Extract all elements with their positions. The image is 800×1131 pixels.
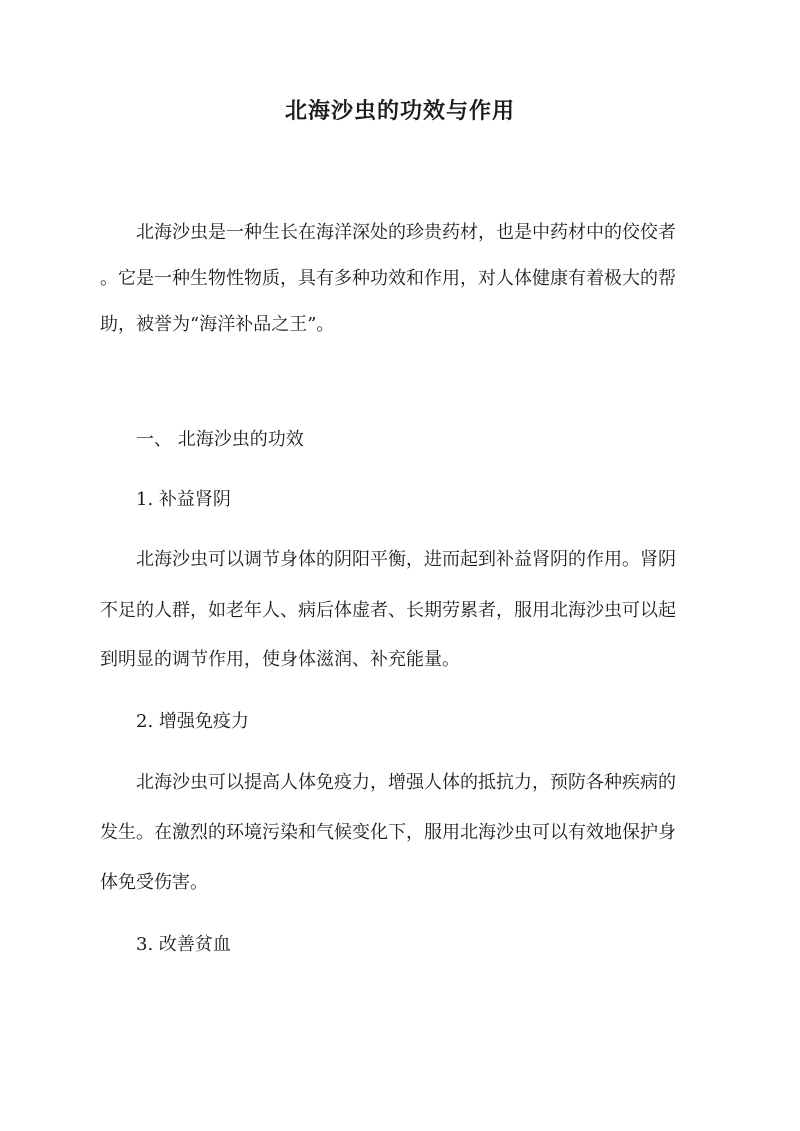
item-heading-2: 2. 增强免疫力 xyxy=(136,711,249,732)
item2-line-1: 北海沙虫可以提高人体免疫力，增强人体的抵抗力，预防各种疾病的 xyxy=(136,772,676,793)
item1-line-2: 不足的人群，如老年人、病后体虚者、长期劳累者，服用北海沙虫可以起 xyxy=(100,600,676,621)
section-heading: 一、 北海沙虫的功效 xyxy=(136,429,304,450)
item2-line-2: 发生。在激烈的环境污染和气候变化下，服用北海沙虫可以有效地保护身 xyxy=(100,822,676,843)
item-heading-1: 1. 补益肾阴 xyxy=(136,489,231,510)
item1-line-1: 北海沙虫可以调节身体的阴阳平衡，进而起到补益肾阴的作用。肾阴 xyxy=(136,549,676,570)
intro-line-1: 北海沙虫是一种生长在海洋深处的珍贵药材，也是中药材中的佼佼者 xyxy=(136,222,676,243)
intro-line-3: 助，被誉为“海洋补品之王”。 xyxy=(100,314,335,335)
item2-line-3: 体免受伤害。 xyxy=(100,872,208,893)
item-heading-3: 3. 改善贫血 xyxy=(136,934,231,955)
document-title: 北海沙虫的功效与作用 xyxy=(284,98,515,124)
item1-line-3: 到明显的调节作用，使身体滋润、补充能量。 xyxy=(100,649,460,670)
intro-line-2: 。它是一种生物性物质，具有多种功效和作用，对人体健康有着极大的帮 xyxy=(100,268,676,289)
